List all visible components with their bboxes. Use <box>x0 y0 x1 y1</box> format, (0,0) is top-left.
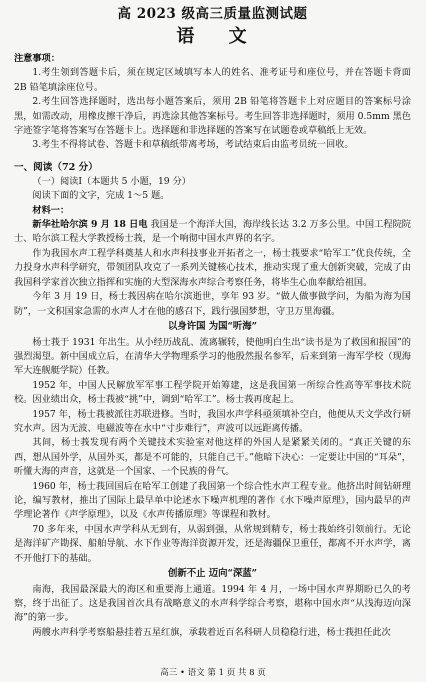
exam-title: 高 2023 级高三质量监测试题 <box>117 6 308 22</box>
article-paragraph <box>14 218 411 247</box>
page-footer: 高三 • 语文 第 1 页 共 8 页 <box>160 668 266 678</box>
dateline-text: 我国是一个海洋大国，海岸线长达 3.2 万多公里。中国工程院院士、哈尔滨工程大学教授杨士莪，是一个响彻中国水声界的名字。 <box>14 219 411 245</box>
article-paragraph: 杨士莪于 1931 年出生。从小经历战乱、流离辗转，使他明白生出“读书是为了救国和报国”的强烈渴望。新中国成立后，在清华大学物理系学习的他殷然报名参军，后来到第一海军学校（现海军大连舰艇学院）任教。 <box>14 336 411 377</box>
section-title: 一、阅读（72 分） <box>14 161 98 173</box>
article-body <box>14 218 411 640</box>
article-paragraph: 今年 3 月 19 日，杨士莪因病在哈尔滨逝世，享年 93 岁。“做人做事做学问，为船为海为国防”，一文积国家急需的水声人才在他的感召下，践行强国梦想，守卫万里海疆。 <box>14 291 411 317</box>
article-paragraph: 两艘水声科学考察船悬挂着五星红旗，承载着近百名科研人员稳稳行进，杨士莪担任此次 <box>32 626 391 638</box>
instruction-text: 阅读下面的文字，完成 1～5 题。 <box>32 190 170 202</box>
article-paragraph: 其间，杨士莪发现有两个关键技术实验室对他这样的外国人是紧紧关闭的。“真正关键的东西，想从国外学，从国外买，都是不可能的，只能自己干。”他暗下决心：一定要让中国的“耳朵”，听懂大海的声音，这就是一个国家、一个民族的骨气。 <box>14 437 411 478</box>
article-paragraph: 1960 年，杨士莪回国后在哈军工创建了我国第一个综合性水声工程专业。他挤出时间钻研理论，编写教材，推出了国际上最早单中论述水下噪声机理的著作《水下噪声原理》，国内最早的声学理论著作《声学原理》，以及《水声传播原理》等课程和教材。 <box>14 480 411 521</box>
article-paragraph: 70 多年来，中国水声学科从无到有，从弱到强，从常规到精专，杨士莪始终引领前行。无论是海洋矿产勘探、船舶导航、水下作业等海洋资源开发，还是海疆保卫重任，都离不开水声学，离不开他打下的基础。 <box>14 523 411 564</box>
subsection-title: （一）阅读Ⅰ（本题共 5 小题，19 分） <box>32 175 191 187</box>
article-paragraph: 作为我国水声工程学科奠基人和水声科技事业开拓者之一，杨士莪要求“哈军工”优良传统，全力投身水声科学研究，带领团队攻克了一系列关键核心技术，推动实现了重大创新突破，完成了由我国科学家首次独立指挥和实施的大型深海水声综合考察任务，将毕生心血奉献给祖国。 <box>14 247 411 288</box>
notes-section <box>14 52 411 153</box>
note-item: 3.考生不得将试卷、答题卡和草稿纸带离考场，考试结束后由监考员统一回收。 <box>32 139 354 151</box>
notes-heading: 注意事项： <box>14 53 60 64</box>
article-paragraph: 南海，我国最深最大的海区和重要海上通道。1994 年 4 月，一场中国水声界期盼已久的考察，终于出征了。这是我国首次具有战略意义的水声科学综合考察，堪称中国水声“从浅海迈向深海”的第一步。 <box>14 583 411 624</box>
material-label: 材料一： <box>32 204 70 216</box>
article-subheading: 以身许国 为国“听海” <box>167 320 258 332</box>
article-paragraph: 1952 年，中国人民解放军军事工程学院开始筹建，这是我国第一所综合性高等军事技术院校。因业绩出众，杨士莪被“挑”中，调到“哈军工”。杨士莪再度起上。 <box>14 379 411 406</box>
subject-title: 语 文 <box>176 26 261 47</box>
article-paragraph: 1957 年，杨士莪被派往苏联进修。当时，我国水声学科亟须填补空白，他便从天文学改行研究水声。因为无波、电磁波等在水中“寸步难行”，声波可以远距离传播。 <box>14 408 411 434</box>
note-item: 1.考生领到答题卡后，须在规定区域填写本人的姓名、准考证号和座位号，并在答题卡背面 2B 铅笔填涂座位号。 <box>14 67 411 93</box>
note-item: 2.考生回答选择题时，选出每小题答案后，须用 2B 铅笔将答题卡上对应题目的答案标号涂黑，如需改动，用橡皮擦干净后，再选涂其他答案标号。考生回答非选择题时，须用 0.5mm 黑色字迹签字笔将答案写在答题卡上。选择题和非选择题的答案写在试题卷或草稿纸上无效。 <box>14 96 411 137</box>
article-subheading: 创新不止 迈向“深蓝” <box>167 568 258 579</box>
dateline: 新华社哈尔滨 9 月 18 日电 <box>32 219 148 231</box>
